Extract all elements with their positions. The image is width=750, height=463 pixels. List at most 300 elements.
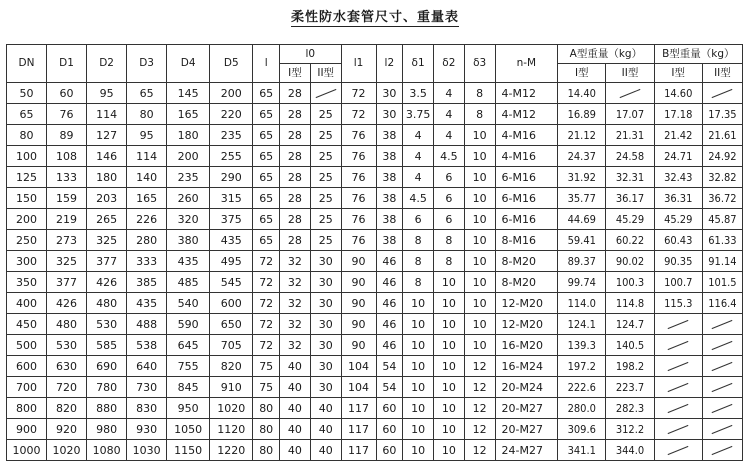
table-cell: 6 bbox=[433, 209, 464, 230]
table-cell: 65 bbox=[253, 209, 280, 230]
table-cell: 344.0 bbox=[606, 440, 654, 461]
table-cell: 20-M27 bbox=[495, 419, 558, 440]
table-cell: 46 bbox=[376, 251, 403, 272]
table-cell: 8 bbox=[403, 272, 434, 293]
table-cell: 54 bbox=[376, 356, 403, 377]
table-cell: 90.02 bbox=[606, 251, 654, 272]
table-cell: 114 bbox=[87, 104, 127, 125]
not-applicable-slash bbox=[668, 404, 689, 413]
table-cell: 54 bbox=[376, 377, 403, 398]
table-cell: 10 bbox=[433, 440, 464, 461]
table-cell: 38 bbox=[376, 230, 403, 251]
table-cell: 845 bbox=[167, 377, 210, 398]
table-cell: 38 bbox=[376, 188, 403, 209]
table-cell: 90 bbox=[341, 293, 376, 314]
header-delta3: δ3 bbox=[464, 45, 495, 83]
table-cell: 4-M12 bbox=[495, 104, 558, 125]
table-cell: 140.5 bbox=[606, 335, 654, 356]
table-cell: 4 bbox=[403, 167, 434, 188]
table-cell bbox=[702, 83, 742, 104]
table-cell: 75 bbox=[253, 377, 280, 398]
header-l0: l0 bbox=[280, 45, 342, 64]
not-applicable-slash bbox=[668, 446, 689, 455]
table-cell: 980 bbox=[87, 419, 127, 440]
table-cell: 8-M20 bbox=[495, 272, 558, 293]
table-cell: 690 bbox=[87, 356, 127, 377]
table-cell: 80 bbox=[253, 440, 280, 461]
header-b-weight: B型重量（kg） bbox=[654, 45, 742, 64]
header-l: l bbox=[253, 45, 280, 83]
table-cell: 40 bbox=[310, 440, 341, 461]
table-cell: 30 bbox=[310, 314, 341, 335]
table-cell: 65 bbox=[253, 167, 280, 188]
table-cell: 125 bbox=[7, 167, 47, 188]
table-cell: 50 bbox=[7, 83, 47, 104]
table-cell: 12-M20 bbox=[495, 293, 558, 314]
table-cell: 32.82 bbox=[702, 167, 742, 188]
table-cell: 488 bbox=[127, 314, 167, 335]
table-cell: 8 bbox=[433, 230, 464, 251]
table-cell: 755 bbox=[167, 356, 210, 377]
table-row bbox=[7, 356, 743, 377]
not-applicable-slash bbox=[668, 383, 689, 392]
table-cell: 6-M16 bbox=[495, 209, 558, 230]
table-cell: 124.7 bbox=[606, 314, 654, 335]
table-cell: 100.3 bbox=[606, 272, 654, 293]
table-cell: 20-M24 bbox=[495, 377, 558, 398]
table-cell: 76 bbox=[341, 188, 376, 209]
table-cell: 290 bbox=[210, 167, 253, 188]
table-cell: 35.77 bbox=[558, 188, 606, 209]
table-row bbox=[7, 293, 743, 314]
table-row bbox=[7, 419, 743, 440]
table-cell: 375 bbox=[210, 209, 253, 230]
table-cell: 14.40 bbox=[558, 83, 606, 104]
not-applicable-slash bbox=[315, 89, 336, 98]
header-a-type1: I型 bbox=[558, 64, 606, 83]
table-cell: 117 bbox=[341, 440, 376, 461]
table-cell: 585 bbox=[87, 335, 127, 356]
not-applicable-slash bbox=[712, 404, 733, 413]
table-cell: 80 bbox=[253, 398, 280, 419]
table-cell: 25 bbox=[310, 125, 341, 146]
table-cell: 720 bbox=[47, 377, 87, 398]
table-cell: 10 bbox=[433, 314, 464, 335]
table-cell: 40 bbox=[280, 377, 311, 398]
table-cell: 28 bbox=[280, 83, 311, 104]
table-cell: 4 bbox=[433, 104, 464, 125]
not-applicable-slash bbox=[712, 446, 733, 455]
table-cell: 10 bbox=[464, 146, 495, 167]
table-cell: 21.61 bbox=[702, 125, 742, 146]
table-cell: 90.35 bbox=[654, 251, 702, 272]
table-cell: 59.41 bbox=[558, 230, 606, 251]
table-cell: 235 bbox=[167, 167, 210, 188]
not-applicable-slash bbox=[668, 425, 689, 434]
table-cell: 920 bbox=[47, 419, 87, 440]
table-cell: 10 bbox=[433, 377, 464, 398]
table-cell: 341.1 bbox=[558, 440, 606, 461]
table-cell: 76 bbox=[341, 167, 376, 188]
table-cell: 46 bbox=[376, 314, 403, 335]
table-cell bbox=[702, 377, 742, 398]
table-cell: 4 bbox=[433, 83, 464, 104]
table-cell: 65 bbox=[253, 188, 280, 209]
table-cell: 10 bbox=[464, 209, 495, 230]
table-cell: 435 bbox=[167, 251, 210, 272]
table-cell: 80 bbox=[253, 419, 280, 440]
table-row bbox=[7, 167, 743, 188]
table-cell: 40 bbox=[310, 398, 341, 419]
table-cell: 114 bbox=[127, 146, 167, 167]
table-cell: 101.5 bbox=[702, 272, 742, 293]
table-cell bbox=[702, 356, 742, 377]
header-a-type2: II型 bbox=[606, 64, 654, 83]
table-cell: 10 bbox=[464, 125, 495, 146]
table-cell: 139.3 bbox=[558, 335, 606, 356]
table-cell: 260 bbox=[167, 188, 210, 209]
table-cell: 25 bbox=[310, 104, 341, 125]
header-d3: D3 bbox=[127, 45, 167, 83]
table-cell: 10 bbox=[433, 293, 464, 314]
table-cell: 10 bbox=[433, 272, 464, 293]
table-cell: 95 bbox=[127, 125, 167, 146]
table-cell: 4 bbox=[403, 146, 434, 167]
table-cell bbox=[702, 398, 742, 419]
table-cell: 72 bbox=[253, 272, 280, 293]
table-cell: 198.2 bbox=[606, 356, 654, 377]
table-cell: 32.43 bbox=[654, 167, 702, 188]
table-cell: 38 bbox=[376, 167, 403, 188]
header-a-weight: A型重量（kg） bbox=[558, 45, 654, 64]
table-cell: 28 bbox=[280, 209, 311, 230]
table-cell: 480 bbox=[87, 293, 127, 314]
table-cell: 89 bbox=[47, 125, 87, 146]
table-cell: 315 bbox=[210, 188, 253, 209]
table-cell: 38 bbox=[376, 146, 403, 167]
table-cell: 6-M16 bbox=[495, 188, 558, 209]
table-cell: 255 bbox=[210, 146, 253, 167]
table-cell: 820 bbox=[210, 356, 253, 377]
table-cell: 16.89 bbox=[558, 104, 606, 125]
table-row bbox=[7, 230, 743, 251]
not-applicable-slash bbox=[712, 425, 733, 434]
table-cell: 28 bbox=[280, 104, 311, 125]
table-row bbox=[7, 251, 743, 272]
table-cell: 10 bbox=[464, 230, 495, 251]
table-cell: 950 bbox=[167, 398, 210, 419]
table-cell: 60 bbox=[47, 83, 87, 104]
table-cell: 10 bbox=[433, 398, 464, 419]
table-cell: 705 bbox=[210, 335, 253, 356]
table-cell: 1030 bbox=[127, 440, 167, 461]
table-cell: 10 bbox=[403, 440, 434, 461]
table-cell: 32 bbox=[280, 251, 311, 272]
table-cell: 235 bbox=[210, 125, 253, 146]
table-cell: 830 bbox=[127, 398, 167, 419]
table-cell: 46 bbox=[376, 293, 403, 314]
table-cell: 10 bbox=[403, 293, 434, 314]
table-cell: 377 bbox=[47, 272, 87, 293]
table-cell: 150 bbox=[7, 188, 47, 209]
table-cell: 10 bbox=[433, 335, 464, 356]
table-cell: 200 bbox=[167, 146, 210, 167]
table-cell: 60 bbox=[376, 440, 403, 461]
header-l1: l1 bbox=[341, 45, 376, 83]
table-cell: 65 bbox=[253, 83, 280, 104]
table-cell: 1150 bbox=[167, 440, 210, 461]
table-cell: 25 bbox=[310, 209, 341, 230]
table-cell: 10 bbox=[403, 356, 434, 377]
table-cell: 8 bbox=[403, 251, 434, 272]
table-cell: 180 bbox=[87, 167, 127, 188]
table-cell: 333 bbox=[127, 251, 167, 272]
table-cell: 17.35 bbox=[702, 104, 742, 125]
table-cell: 4-M16 bbox=[495, 125, 558, 146]
table-cell: 38 bbox=[376, 209, 403, 230]
table-cell: 203 bbox=[87, 188, 127, 209]
table-cell: 200 bbox=[210, 83, 253, 104]
table-cell: 28 bbox=[280, 188, 311, 209]
table-row bbox=[7, 335, 743, 356]
table-cell: 133 bbox=[47, 167, 87, 188]
table-cell: 377 bbox=[87, 251, 127, 272]
table-cell: 28 bbox=[280, 230, 311, 251]
table-cell: 10 bbox=[464, 188, 495, 209]
table-cell: 40 bbox=[280, 419, 311, 440]
table-cell: 226 bbox=[127, 209, 167, 230]
table-cell: 280.0 bbox=[558, 398, 606, 419]
not-applicable-slash bbox=[712, 320, 733, 329]
table-cell: 30 bbox=[376, 104, 403, 125]
table-cell: 25 bbox=[310, 188, 341, 209]
table-cell: 32 bbox=[280, 335, 311, 356]
table-cell: 28 bbox=[280, 146, 311, 167]
table-cell: 540 bbox=[167, 293, 210, 314]
table-cell: 65 bbox=[7, 104, 47, 125]
table-cell: 400 bbox=[7, 293, 47, 314]
header-nm: n-M bbox=[495, 45, 558, 83]
table-cell: 640 bbox=[127, 356, 167, 377]
table-cell: 117 bbox=[341, 419, 376, 440]
table-cell: 10 bbox=[403, 398, 434, 419]
table-row bbox=[7, 125, 743, 146]
table-cell: 46 bbox=[376, 272, 403, 293]
table-cell bbox=[702, 335, 742, 356]
table-cell: 10 bbox=[403, 419, 434, 440]
table-cell: 780 bbox=[87, 377, 127, 398]
table-cell: 8-M16 bbox=[495, 230, 558, 251]
table-cell: 1020 bbox=[210, 398, 253, 419]
table-cell: 545 bbox=[210, 272, 253, 293]
table-cell: 12 bbox=[464, 419, 495, 440]
table-cell: 17.18 bbox=[654, 104, 702, 125]
table-cell: 114.0 bbox=[558, 293, 606, 314]
table-cell: 76 bbox=[341, 230, 376, 251]
table-cell: 36.31 bbox=[654, 188, 702, 209]
header-d2: D2 bbox=[87, 45, 127, 83]
table-cell: 30 bbox=[310, 272, 341, 293]
header-delta1: δ1 bbox=[403, 45, 434, 83]
table-cell: 90 bbox=[341, 272, 376, 293]
table-cell: 730 bbox=[127, 377, 167, 398]
table-cell bbox=[702, 314, 742, 335]
table-cell: 76 bbox=[341, 146, 376, 167]
table-cell: 32 bbox=[280, 293, 311, 314]
table-cell: 124.1 bbox=[558, 314, 606, 335]
table-cell: 450 bbox=[7, 314, 47, 335]
table-cell: 24.37 bbox=[558, 146, 606, 167]
table-cell: 4 bbox=[433, 125, 464, 146]
table-cell: 36.72 bbox=[702, 188, 742, 209]
table-cell: 32 bbox=[280, 314, 311, 335]
table-cell: 8 bbox=[464, 104, 495, 125]
table-cell: 10 bbox=[433, 356, 464, 377]
table-cell: 90 bbox=[341, 335, 376, 356]
table-cell: 12 bbox=[464, 440, 495, 461]
table-cell: 45.29 bbox=[606, 209, 654, 230]
table-cell: 325 bbox=[47, 251, 87, 272]
table-cell: 700 bbox=[7, 377, 47, 398]
table-cell bbox=[654, 398, 702, 419]
table-cell: 90 bbox=[341, 251, 376, 272]
table-cell: 325 bbox=[87, 230, 127, 251]
table-cell: 1080 bbox=[87, 440, 127, 461]
table-cell: 14.60 bbox=[654, 83, 702, 104]
table-cell bbox=[702, 440, 742, 461]
table-cell: 350 bbox=[7, 272, 47, 293]
table-cell: 32 bbox=[280, 272, 311, 293]
table-cell: 1000 bbox=[7, 440, 47, 461]
table-cell: 4-M12 bbox=[495, 83, 558, 104]
table-cell: 76 bbox=[341, 209, 376, 230]
header-d1: D1 bbox=[47, 45, 87, 83]
table-cell: 30 bbox=[310, 335, 341, 356]
table-cell: 910 bbox=[210, 377, 253, 398]
table-cell: 45.87 bbox=[702, 209, 742, 230]
table-cell: 4.5 bbox=[403, 188, 434, 209]
table-cell: 75 bbox=[253, 356, 280, 377]
table-cell: 159 bbox=[47, 188, 87, 209]
table-cell: 219 bbox=[47, 209, 87, 230]
table-cell: 17.07 bbox=[606, 104, 654, 125]
table-cell: 104 bbox=[341, 377, 376, 398]
table-cell: 46 bbox=[376, 335, 403, 356]
header-l0-type2: II型 bbox=[310, 64, 341, 83]
table-row bbox=[7, 104, 743, 125]
table-cell: 72 bbox=[253, 335, 280, 356]
table-cell: 900 bbox=[7, 419, 47, 440]
table-cell: 10 bbox=[464, 251, 495, 272]
not-applicable-slash bbox=[668, 320, 689, 329]
table-cell: 25 bbox=[310, 230, 341, 251]
table-cell: 12 bbox=[464, 377, 495, 398]
table-cell: 114.8 bbox=[606, 293, 654, 314]
table-cell: 20-M27 bbox=[495, 398, 558, 419]
table-cell: 40 bbox=[310, 419, 341, 440]
table-body bbox=[7, 83, 743, 461]
table-cell: 4.5 bbox=[433, 146, 464, 167]
table-row bbox=[7, 440, 743, 461]
table-cell: 65 bbox=[253, 104, 280, 125]
table-cell: 30 bbox=[310, 377, 341, 398]
table-cell: 60 bbox=[376, 398, 403, 419]
table-cell: 21.31 bbox=[606, 125, 654, 146]
table-cell: 76 bbox=[341, 125, 376, 146]
table-cell: 40 bbox=[280, 440, 311, 461]
table-cell: 280 bbox=[127, 230, 167, 251]
table-cell: 65 bbox=[253, 230, 280, 251]
header-dn: DN bbox=[7, 45, 47, 83]
table-cell: 65 bbox=[127, 83, 167, 104]
table-cell: 1120 bbox=[210, 419, 253, 440]
table-cell: 8 bbox=[403, 230, 434, 251]
table-cell: 117 bbox=[341, 398, 376, 419]
not-applicable-slash bbox=[712, 362, 733, 371]
dimension-weight-table bbox=[6, 44, 743, 461]
table-cell: 25 bbox=[310, 167, 341, 188]
table-cell: 115.3 bbox=[654, 293, 702, 314]
table-row bbox=[7, 272, 743, 293]
table-cell: 800 bbox=[7, 398, 47, 419]
table-cell: 165 bbox=[127, 188, 167, 209]
table-cell: 10 bbox=[403, 335, 434, 356]
table-cell: 72 bbox=[253, 251, 280, 272]
table-cell: 8 bbox=[464, 83, 495, 104]
table-cell: 25 bbox=[310, 146, 341, 167]
table-cell: 650 bbox=[210, 314, 253, 335]
table-cell: 180 bbox=[167, 125, 210, 146]
table-cell: 60.43 bbox=[654, 230, 702, 251]
table-cell: 100.7 bbox=[654, 272, 702, 293]
table-cell: 45.29 bbox=[654, 209, 702, 230]
table-cell: 380 bbox=[167, 230, 210, 251]
table-cell: 30 bbox=[310, 356, 341, 377]
table-cell: 10 bbox=[464, 167, 495, 188]
table-cell: 108 bbox=[47, 146, 87, 167]
table-cell: 6 bbox=[403, 209, 434, 230]
table-cell: 630 bbox=[47, 356, 87, 377]
table-row bbox=[7, 83, 743, 104]
table-cell: 320 bbox=[167, 209, 210, 230]
table-row bbox=[7, 146, 743, 167]
table-cell: 104 bbox=[341, 356, 376, 377]
table-cell: 312.2 bbox=[606, 419, 654, 440]
table-cell: 60.22 bbox=[606, 230, 654, 251]
table-cell: 6-M16 bbox=[495, 167, 558, 188]
table-cell: 165 bbox=[167, 104, 210, 125]
table-cell: 6 bbox=[433, 167, 464, 188]
table-cell: 200 bbox=[7, 209, 47, 230]
table-cell: 21.42 bbox=[654, 125, 702, 146]
table-cell bbox=[654, 419, 702, 440]
table-cell: 435 bbox=[127, 293, 167, 314]
table-cell: 530 bbox=[47, 335, 87, 356]
table-cell: 8 bbox=[433, 251, 464, 272]
table-cell: 600 bbox=[7, 356, 47, 377]
table-cell bbox=[654, 356, 702, 377]
table-cell: 6 bbox=[433, 188, 464, 209]
table-cell: 36.17 bbox=[606, 188, 654, 209]
table-cell: 90 bbox=[341, 314, 376, 335]
table-cell: 265 bbox=[87, 209, 127, 230]
table-cell: 89.37 bbox=[558, 251, 606, 272]
table-cell: 76 bbox=[47, 104, 87, 125]
table-cell: 61.33 bbox=[702, 230, 742, 251]
table-cell: 480 bbox=[47, 314, 87, 335]
table-cell: 10 bbox=[464, 335, 495, 356]
table-row bbox=[7, 377, 743, 398]
